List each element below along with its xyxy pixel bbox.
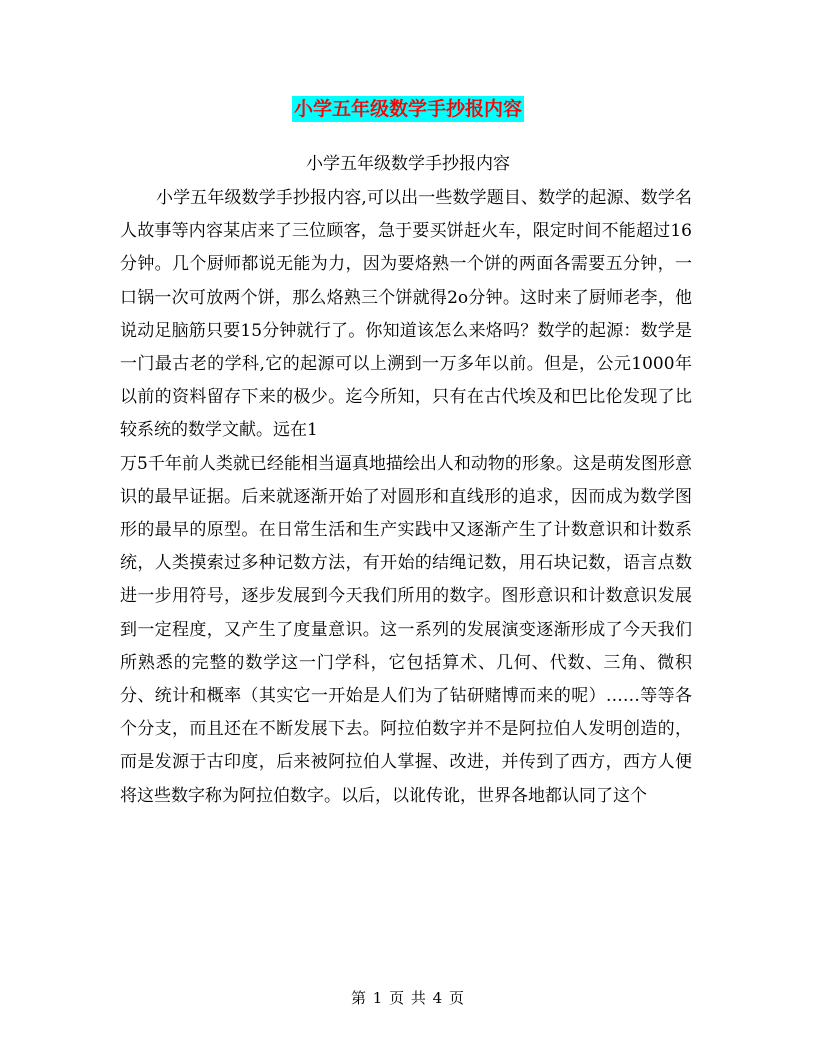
main-title-container [0,96,816,122]
body-text [120,182,692,813]
paragraph-2: 万5千年前人类就已经能相当逼真地描绘出人和动物的形象。这是萌发图形意识的最早证据。后来就逐渐开始了对圆形和直线形的追求，因而成为数学图形的最早的原型。在日常生活和生产实践中又逐渐产生了计数意识和计数系统，人类摸索过多种记数方法，有开始的结绳记数，用石块记数，语言点数进一步用符号，逐步发展到今天我们所用的数字。图形意识和计数意识发展到一定程度，又产生了度量意识。这一系列的发展演变逐渐形成了今天我们所熟悉的完整的数学这一门学科，它包括算术、几何、代数、三角、微积分、统计和概率（其实它一开始是人们为了钻研赌博而来的呢）……等等各个分支，而且还在不断发展下去。阿拉伯数字并不是阿拉伯人发明创造的，而是发源于古印度，后来被阿拉伯人掌握、改进，并传到了西方，西方人便将这些数字称为阿拉伯数字。以后，以讹传讹，世界各地都认同了这个 [120,453,692,806]
page-number-label: 第 1 页 共 4 页 [351,989,465,1007]
page-footer [0,988,816,1008]
main-title: 小学五年级数学手抄报内容 [293,98,522,120]
paragraph-1: 小学五年级数学手抄报内容,可以出一些数学题目、数学的起源、数学名人故事等内容某店来了三位顾客，急于要买饼赶火车，限定时间不能超过16分钟。几个厨师都说无能为力，因为要烙熟一个饼的两面各需要五分钟，一口锅一次可放两个饼，那么烙熟三个饼就得2o分钟。这时来了厨师老李，他说动足脑筋只要15分钟就行了。你知道该怎么来烙吗？数学的起源：数学是一门最古老的学科,它的起源可以上溯到一万多年以前。但是，公元1000年以前的资料留存下来的极少。迄今所知，只有在古代埃及和巴比伦发现了比较系统的数学文献。远在1 [120,188,692,441]
subtitle: 小学五年级数学手抄报内容 [306,154,510,174]
